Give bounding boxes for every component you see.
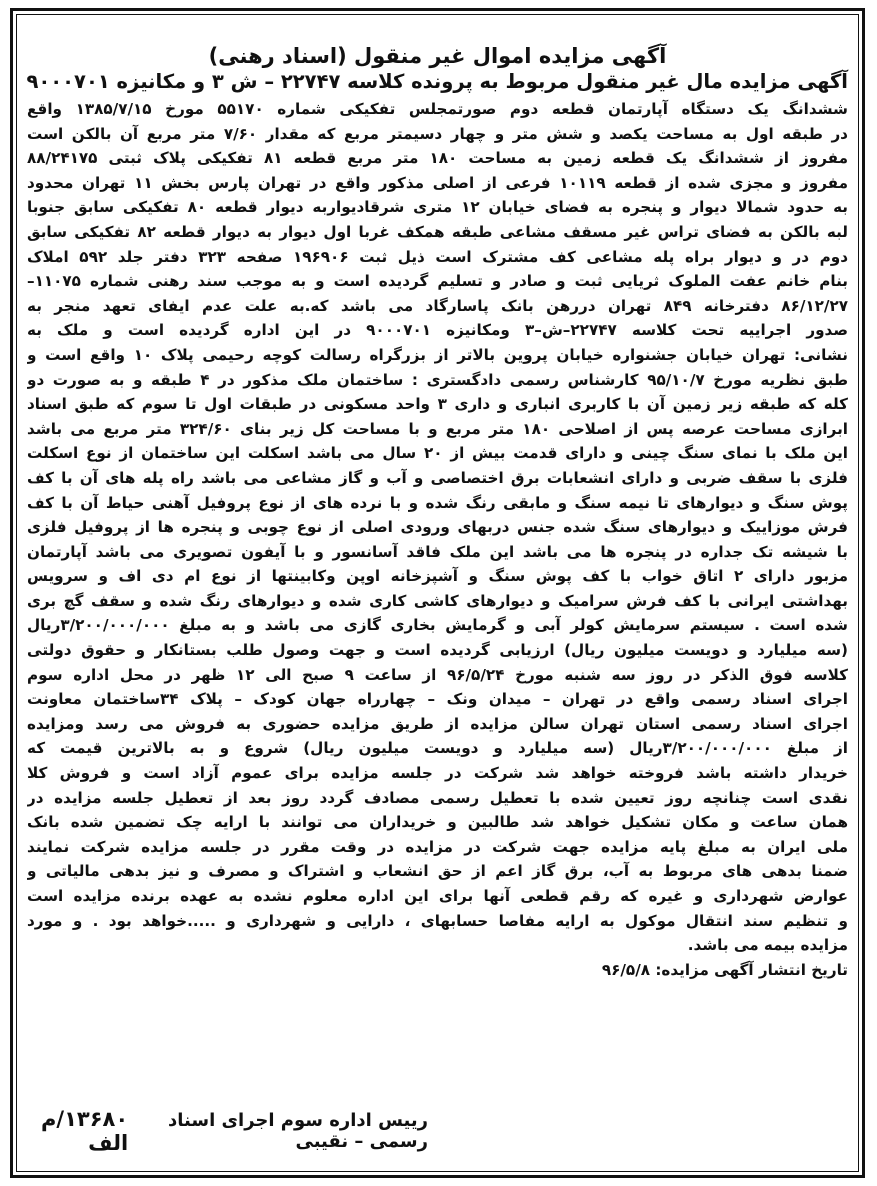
body-line: اجرای اسناد رسمی واقع در تهران – میدان ونک – چهارراه جهان کودک – پلاک ۳۴ساختمان معاونت — [27, 690, 848, 709]
body-line: ابرازی مساحت عرصه پس از اصلاحی ۱۸۰ متر مربع و با مساحت کل زیر بنای ۳۲۴/۶۰ متر مربع می باشد — [27, 419, 848, 438]
body-line: مفروز از ششدانگ یک قطعه زمین به مساحت ۱۸۰ متر مربع قطعه ۸۱ تفکیکی پلاک ثبتی ۸۸/۲۴۱۷۵ — [27, 149, 848, 168]
body-line: این ملک با نمای سنگ چینی و دارای قدمت بیش از ۲۰ سال می باشد اسکلت این ساختمان از نوع اسکلت — [27, 444, 848, 463]
body-line: نقدی است چنانچه روز تعیین شده با تعطیل رسمی مصادف گردد روز بعد از تعطیل جلسه مزایده در — [27, 788, 848, 807]
notice-body — [27, 97, 848, 958]
body-line: ملی ایران به مبلغ پایه مزایده جهت شرکت در مزایده در وقت مقرر در جلسه مزایده شرکت نمایند — [27, 837, 848, 856]
body-line: مزایده بیمه می باشد. — [687, 936, 848, 955]
body-line: فلزی با سقف ضربی و دارای انشعابات برق اختصاصی و آب و گاز مشاعی می باشد راه پله های آن با کف — [27, 468, 848, 487]
body-line: به حدود شمالا دیوار و پنجره به فضای خیابان ۱۲ متری شرقادیواربه دیوار قطعه ۸۰ تفکیکی سابق جنوبا — [27, 198, 848, 217]
body-line: ششدانگ یک دستگاه آپارتمان قطعه دوم صورتمجلس تفکیکی شماره ۵۵۱۷۰ مورخ ۱۳۸۵/۷/۱۵ واقع — [27, 100, 848, 118]
body-line: با شیشه تک جداره در پنجره ها می باشد این ملک فاقد آسانسور و با آیفون تصویری می باشد آپارتمان — [27, 542, 848, 561]
notice-content — [27, 43, 848, 1161]
body-line: اجرای اسناد رسمی استان تهران سالن مزایده از طریق مزایده حضوری به فروش می رسد ومزایده — [27, 714, 848, 733]
body-line: صدور اجراییه تحت کلاسه ۲۲۷۴۷–ش–۳ ومکانیزه ۹۰۰۰۷۰۱ در این اداره گردیده است و ملک به — [27, 321, 848, 340]
body-line: در طبقه اول به مساحت یکصد و شش متر و چهار دسیمتر مربع که مقدار ۷/۶۰ متر مربع آن بالکن است — [27, 124, 848, 143]
body-line: فرش موزاییک و دیوارهای سنگ شده جنس دربهای ورودی اصلی از نوع چوبی و پنجره ها از پروفیل فلزی — [27, 518, 848, 537]
body-line: مفروز و مجزی شده از قطعه ۱۰۱۱۹ فرعی از اصلی مذکور واقع در تهران پارس بخش ۱۱ تهران محدود — [27, 173, 848, 192]
publication-date: تاریخ انتشار آگهی مزایده: ۹۶/۵/۸ — [601, 960, 848, 979]
body-line: کله که طبقه زیر زمین آن با کاربری انباری و داری ۳ واحد مسکونی در طبقات اول تا سوم که طبق اسناد — [27, 395, 848, 414]
body-line: خریدار داشته باشد فروخته خواهد شد شرکت در جلسه مزایده برای عموم آزاد است و فروش کلا — [27, 764, 848, 783]
body-line: دوم در و دیوار براه پله مشاعی کف مشترک است ذیل ثبت ۱۹۶۹۰۶ صفحه ۳۲۳ دفتر جلد ۵۹۲ املاک — [27, 247, 848, 266]
notice-frame — [10, 8, 865, 1178]
signer-line: رییس اداره سوم اجرای اسناد رسمی – نقیبی — [168, 1110, 428, 1152]
body-line: بهداشتی ایرانی با کف فرش سرامیک و دیوارهای کاشی کاری شده و دیوارهای رنگ شده و سقف گچ بری — [27, 591, 848, 610]
reference-number: ۱۳۶۸۰/م الف — [41, 1107, 129, 1155]
body-line: نشانی: تهران خیابان جشنواره خیابان پروین بالاتر از بزرگراه رسالت کوچه رحیمی پلاک ۱۰ واقع است و — [27, 345, 848, 364]
notice-title: آگهی مزایده اموال غیر منقول (اسناد رهنی) — [208, 44, 667, 68]
body-line: لبه بالکن به فضای تراس غیر مسقف مشاعی طبقه همکف غربا اول دیوار به دیوار قطعه ۸۲ تفکیکی سابق — [27, 222, 848, 241]
body-line: بنام خانم عفت الملوک ثریایی ثبت و صادر و تسلیم گردیده است و به موجب سند رهنی شماره ۱۱۰۷۵– — [27, 272, 848, 291]
body-line: از مبلغ ۳/۲۰۰/۰۰۰/۰۰۰ریال (سه میلیارد و دویست میلیون ریال) شروع و به بالاترین قیمت که — [27, 739, 848, 758]
body-line: مزبور دارای ۲ اتاق خواب با کف پوش سنگ و آشپزخانه اوپن وکابینتها از نوع ام دی اف و سرویس — [27, 567, 848, 586]
body-line: پوش سنگ و دیوارهای تا نیمه سنگ و مابقی رنگ شده و با نرده های از نوع پروفیل آهنی حیاط آن با کف — [27, 493, 848, 512]
notice-footer — [27, 1107, 848, 1155]
body-line: و تنظیم سند انتقال موکول به ارایه مفاصا حسابهای ، دارایی و شهرداری و .....خواهد بود . و مورد — [27, 911, 848, 930]
body-line: همان ساعت و مکان تشکیل خواهد شد طالبین و خریداران می توانند با ارایه چک تضمین شده بانک — [27, 813, 848, 832]
body-line: ضمنا بدهی های مربوط به آب، برق گاز اعم از حق انشعاب و اشتراک و مصرف و نیز بدهی مالیاتی و — [27, 862, 848, 881]
body-line: طبق نظریه مورخ ۹۵/۱۰/۷ کارشناس رسمی دادگستری : ساختمان ملک مذکور در ۴ طبقه و به صورت دو — [27, 370, 848, 389]
body-line: (سه میلیارد و دویست میلیون ریال) ارزیابی گردیده است و جهت وصول طلب بستانکار و حقوق دولتی — [27, 641, 848, 660]
body-line: ۸۶/۱۲/۲۷ دفترخانه ۸۴۹ تهران دررهن بانک پاسارگاد می باشد که.به علت عدم ایفای تعهد منجر به — [27, 296, 848, 315]
body-line: شده است . سیستم سرمایش کولر آبی و گرمایش بخاری گازی می باشد و به مبلغ ۳/۲۰۰/۰۰۰/۰۰۰ریال — [27, 616, 848, 635]
notice-subtitle: آگهی مزایده مال غیر منقول مربوط به پرونده کلاسه ۲۲۷۴۷ – ش ۳ و مکانیزه ۹۰۰۰۷۰۱ — [26, 70, 848, 93]
body-line: عوارض شهرداری و غیره که رقم قطعی آنها برای این اداره معلوم نشده به عهده برنده مزایده است — [27, 887, 848, 905]
body-line: کلاسه فوق الذکر در روز سه شنبه مورخ ۹۶/۵/۲۴ از ساعت ۹ صبح الی ۱۲ ظهر در محل اداره سوم — [27, 665, 848, 684]
